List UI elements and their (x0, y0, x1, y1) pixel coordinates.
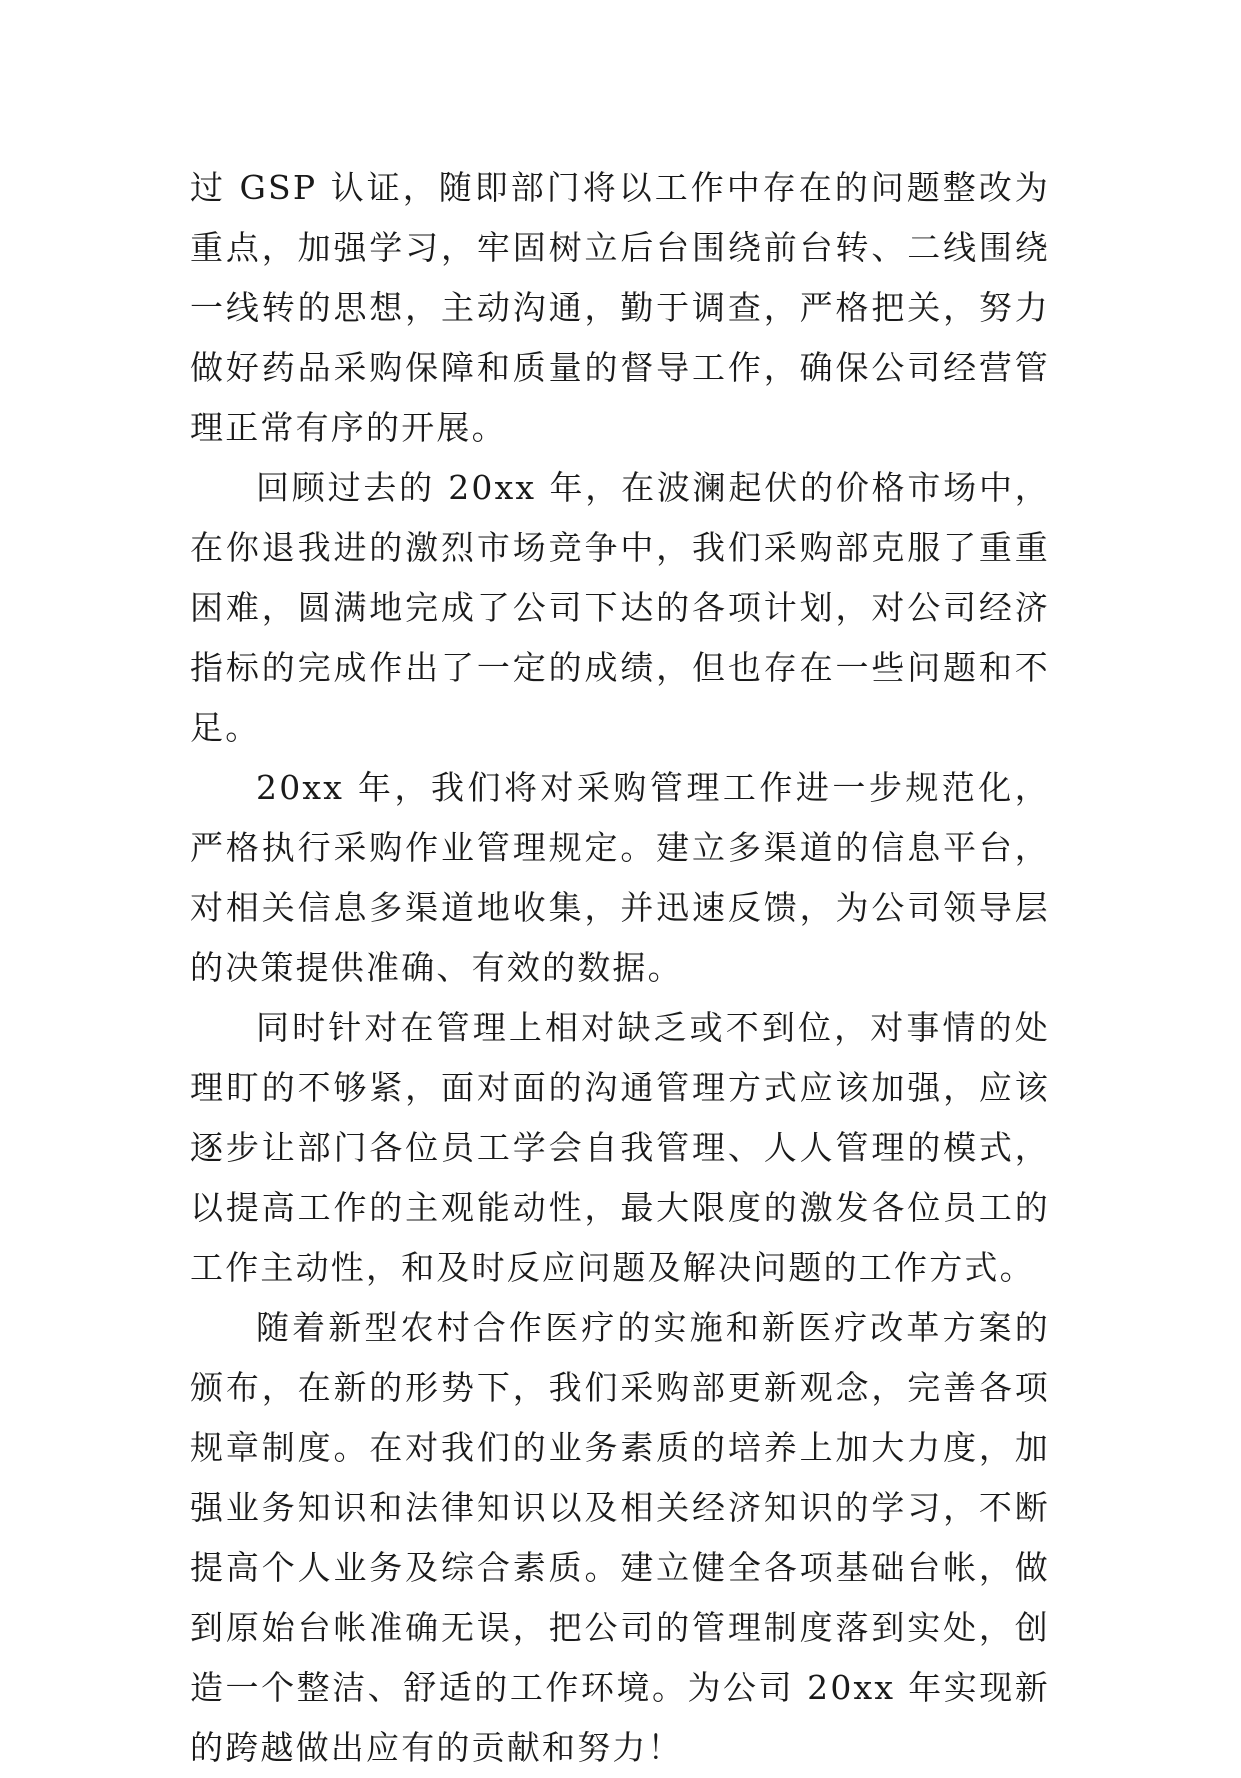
document-body (190, 158, 1050, 1778)
paragraph-management-improvement: 同时针对在管理上相对缺乏或不到位，对事情的处理盯的不够紧，面对面的沟通管理方式应该加强，应该逐步让部门各位员工学会自我管理、人人管理的模式，以提高工作的主观能动性，最大限度的激发各位员工的工作主动性，和及时反应问题及解决问题的工作方式。 (190, 1008, 1050, 1287)
paragraph-next-year-plan: 20xx 年，我们将对采购管理工作进一步规范化，严格执行采购作业管理规定。建立多渠道的信息平台，对相关信息多渠道地收集，并迅速反馈，为公司领导层的决策提供准确、有效的数据。 (190, 768, 1050, 987)
paragraph-reform-outlook: 随着新型农村合作医疗的实施和新医疗改革方案的颁布，在新的形势下，我们采购部更新观念，完善各项规章制度。在对我们的业务素质的培养上加大力度，加强业务知识和法律知识以及相关经济知识的学习，不断提高个人业务及综合素质。建立健全各项基础台帐，做到原始台帐准确无误，把公司的管理制度落到实处，创造一个整洁、舒适的工作环境。为公司 20xx 年实现新的跨越做出应有的贡献和努力！ (190, 1308, 1050, 1767)
paragraph-gsp-certification: 过 GSP 认证，随即部门将以工作中存在的问题整改为重点，加强学习，牢固树立后台围绕前台转、二线围绕一线转的思想，主动沟通，勤于调查，严格把关，努力做好药品采购保障和质量的督导工作，确保公司经营管理正常有序的开展。 (190, 168, 1050, 447)
paragraph-year-review: 回顾过去的 20xx 年，在波澜起伏的价格市场中，在你退我进的激烈市场竞争中，我们采购部克服了重重困难，圆满地完成了公司下达的各项计划，对公司经济指标的完成作出了一定的成绩，但也存在一些问题和不足。 (190, 468, 1050, 747)
